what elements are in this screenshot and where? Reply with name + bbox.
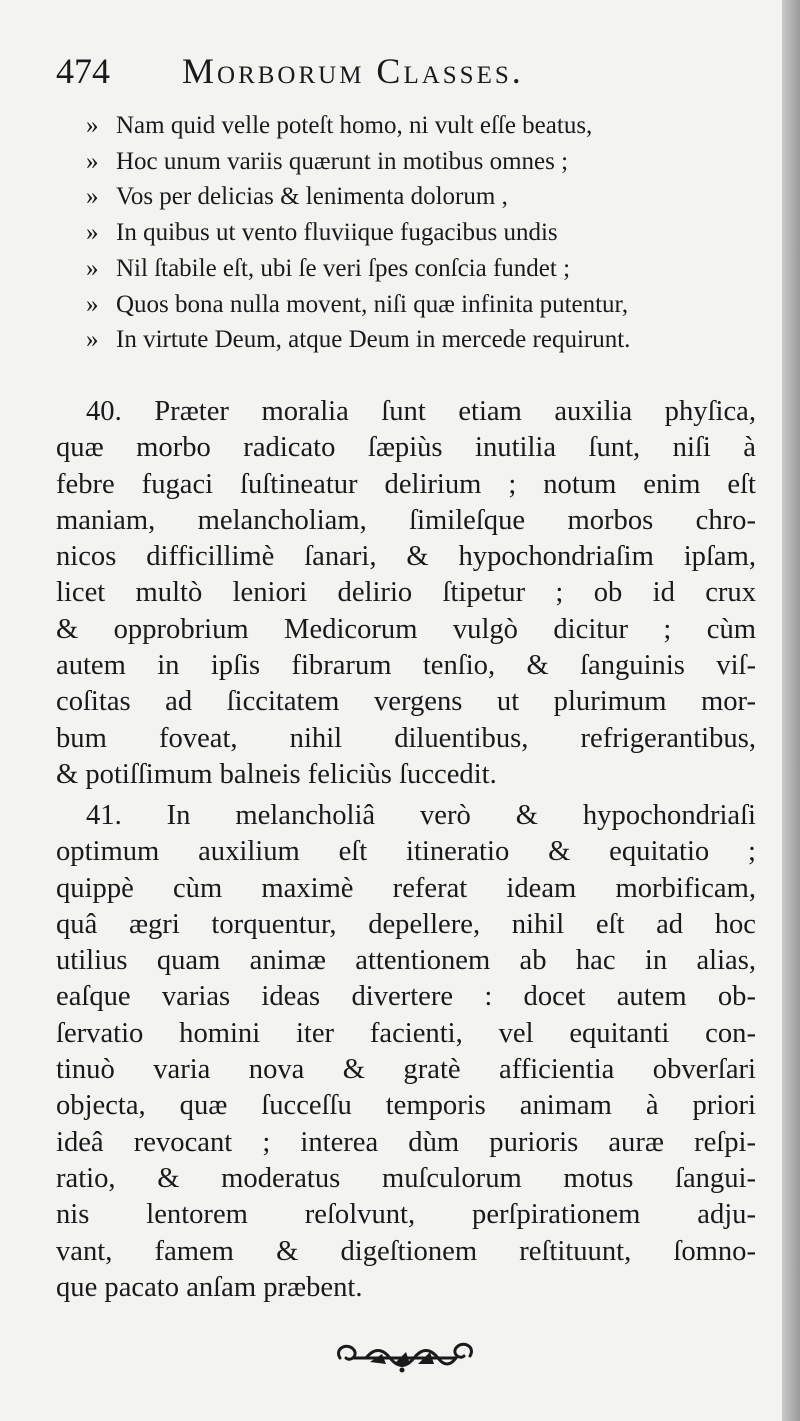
text-line: & potiſſimum balneis feliciùs ſuccedit. (56, 758, 497, 790)
text-line: tinuò varia nova & gratè afficientia obverſari (56, 1054, 756, 1086)
page-number: 474 (56, 51, 110, 91)
verse-text: Hoc unum variis quærunt in motibus omnes ; (116, 147, 569, 175)
text-line: nicos difficillimè ſanari, & hypochondriaſim ipſam, (56, 541, 756, 573)
text-line: ratio, & moderatus muſculorum motus ſangui- (56, 1162, 756, 1194)
quote-mark: » (86, 112, 99, 139)
tailpiece-ornament-icon (330, 1334, 480, 1380)
verse-text: Quos bona nulla movent, niſi quæ infinita putentur, (116, 290, 629, 318)
verse-line (86, 251, 746, 287)
text-line: que pacato anſam præbent. (56, 1271, 363, 1303)
text-line: febre fugaci ſuſtineatur delirium ; notum enim eſt (56, 468, 756, 500)
verse-line (86, 215, 746, 251)
quote-mark: » (86, 290, 99, 318)
paragraph-41 (56, 798, 756, 1306)
text-line: objecta, quæ ſucceſſu temporis animam à priori (56, 1090, 756, 1122)
text-line: & opprobrium Medicorum vulgò dicitur ; cùm (56, 613, 756, 645)
text-line: utilius quam animæ attentionem ab hac in alias, (56, 945, 756, 977)
text-line: 41. In melancholiâ verò & hypochondriaſi (86, 800, 756, 831)
verse-text: In quibus ut vento fluviique fugacibus undis (116, 219, 558, 247)
text-line: eaſque varias ideas divertere : docet autem ob- (56, 981, 756, 1013)
text-line: nis lentorem reſolvunt, perſpirationem adju- (56, 1199, 756, 1231)
paragraph-40 (56, 394, 756, 793)
verse-block (86, 108, 746, 358)
verse-text: In virtute Deum, atque Deum in mercede requirunt. (116, 326, 631, 354)
text-line: ſervatio homini iter facienti, vel equitanti con- (56, 1017, 756, 1049)
text-line: quæ morbo radicato ſæpiùs inutilia ſunt, niſi à (56, 432, 756, 464)
text-line: maniam, melancholiam, ſimileſque morbos chro- (56, 504, 756, 536)
text-line: licet multò leniori delirio ſtipetur ; ob id crux (56, 577, 756, 609)
verse-line (86, 322, 746, 358)
verse-line (86, 108, 746, 144)
text-line: autem in ipſis fibrarum tenſio, & ſanguinis viſ- (56, 650, 756, 682)
quote-mark: » (86, 183, 99, 211)
text-line: quippè cùm maximè referat ideam morbificam, (56, 872, 756, 904)
page-header (56, 46, 756, 96)
quote-mark: » (86, 254, 99, 282)
verse-text: Nil ſtabile eſt, ubi ſe veri ſpes conſcia fundet ; (116, 254, 571, 282)
verse-line (86, 144, 746, 180)
verse-text: Nam quid velle poteſt homo, ni vult eſſe beatus, (116, 112, 593, 139)
verse-line (86, 179, 746, 215)
text-line: coſitas ad ſiccitatem vergens ut plurimum mor- (56, 686, 756, 718)
text-line: ideâ revocant ; interea dùm purioris auræ reſpi- (56, 1126, 756, 1158)
text-line: quâ ægri torquentur, depellere, nihil eſt ad hoc (56, 908, 756, 940)
quote-mark: » (86, 219, 99, 247)
page-edge-shadow (782, 0, 800, 1421)
verse-line (86, 287, 746, 323)
quote-mark: » (86, 147, 99, 175)
text-line: optimum auxilium eſt itineratio & equitatio ; (56, 836, 756, 868)
verse-text: Vos per delicias & lenimenta dolorum , (116, 183, 508, 211)
text-line: bum foveat, nihil diluentibus, refrigerantibus, (56, 722, 756, 754)
running-title: Morborum Classes. (182, 51, 524, 91)
quote-mark: » (86, 326, 99, 354)
text-line: 40. Præter moralia ſunt etiam auxilia phyſica, (86, 396, 756, 427)
text-line: vant, famem & digeſtionem reſtituunt, ſomno- (56, 1235, 756, 1267)
